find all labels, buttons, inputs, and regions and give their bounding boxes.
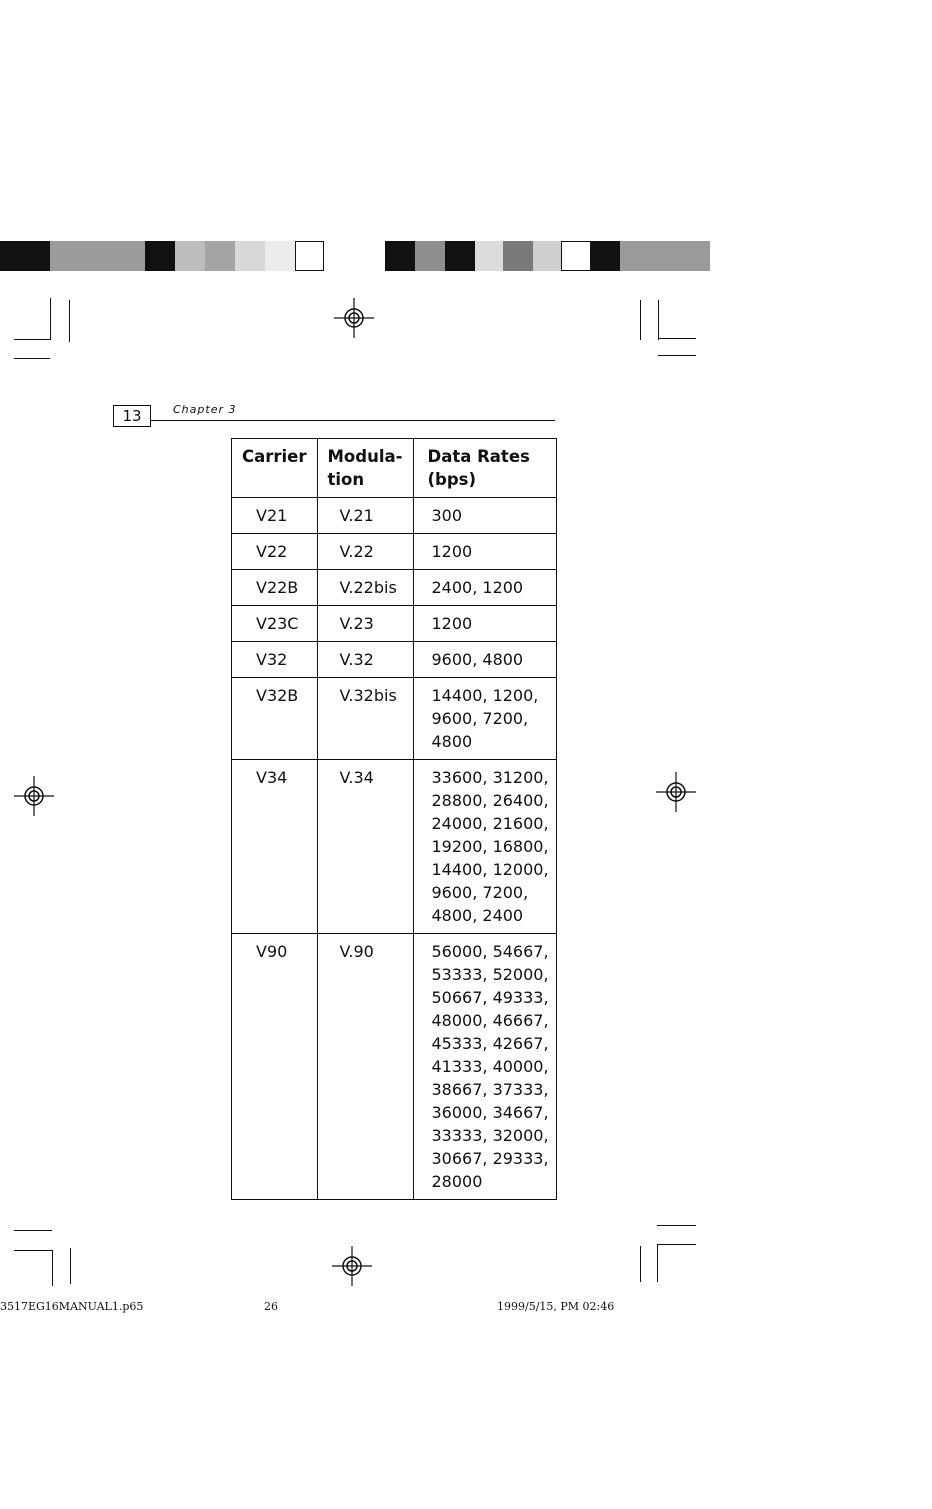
table-row bbox=[232, 642, 557, 678]
table-row bbox=[232, 934, 557, 1200]
crop-mark bbox=[50, 298, 51, 340]
carrier-cell: V90 bbox=[232, 934, 318, 1200]
data-rates-cell: 1200 bbox=[413, 606, 557, 642]
crop-mark bbox=[658, 300, 659, 340]
data-rates-cell: 2400, 1200 bbox=[413, 570, 557, 606]
footer-timestamp: 1999/5/15, PM 02:46 bbox=[497, 1300, 615, 1313]
carrier-cell: V22B bbox=[232, 570, 318, 606]
data-rates-cell: 56000, 54667, 53333, 52000, 50667, 49333, 48000, 46667, 45333, 42667, 41333, 40000, 38667, 37333, 36000, 34667, 33333, 32000, 30667, 29333, 28000 bbox=[413, 934, 557, 1200]
data-rates-cell: 300 bbox=[413, 498, 557, 534]
table-row bbox=[232, 534, 557, 570]
color-bar-left bbox=[0, 241, 324, 271]
modulation-table bbox=[231, 438, 557, 1200]
crop-mark bbox=[14, 358, 50, 359]
table-row bbox=[232, 760, 557, 934]
table-header-row bbox=[232, 439, 557, 498]
data-rates-cell: 33600, 31200, 28800, 26400, 24000, 21600, 19200, 16800, 14400, 12000, 9600, 7200, 4800, 2400 bbox=[413, 760, 557, 934]
crop-mark bbox=[14, 339, 50, 340]
header-rule bbox=[151, 420, 555, 421]
modulation-cell: V.23 bbox=[317, 606, 413, 642]
registration-target-icon bbox=[14, 776, 54, 816]
modulation-cell: V.21 bbox=[317, 498, 413, 534]
registration-target-icon bbox=[334, 298, 374, 338]
table-row bbox=[232, 498, 557, 534]
registration-target-icon bbox=[656, 772, 696, 812]
crop-mark bbox=[657, 1244, 658, 1282]
carrier-cell: V32 bbox=[232, 642, 318, 678]
data-rates-cell: 9600, 4800 bbox=[413, 642, 557, 678]
crop-mark bbox=[658, 338, 696, 339]
column-header-carrier: Carrier bbox=[232, 439, 318, 498]
crop-mark bbox=[640, 300, 641, 340]
data-rates-cell: 1200 bbox=[413, 534, 557, 570]
modulation-cell: V.22 bbox=[317, 534, 413, 570]
crop-mark bbox=[657, 1225, 696, 1226]
table-row bbox=[232, 606, 557, 642]
crop-mark bbox=[69, 300, 70, 342]
carrier-cell: V23C bbox=[232, 606, 318, 642]
crop-mark bbox=[640, 1246, 641, 1282]
crop-mark bbox=[52, 1250, 53, 1286]
registration-target-icon bbox=[332, 1246, 372, 1286]
modulation-cell: V.22bis bbox=[317, 570, 413, 606]
color-bar-right bbox=[385, 241, 710, 271]
modulation-cell: V.34 bbox=[317, 760, 413, 934]
modulation-cell: V.90 bbox=[317, 934, 413, 1200]
crop-mark bbox=[70, 1248, 71, 1284]
footer-file-name: 3517EG16MANUAL1.p65 bbox=[0, 1300, 144, 1313]
column-header-modulation: Modula- tion bbox=[317, 439, 413, 498]
crop-mark bbox=[14, 1250, 52, 1251]
footer-sheet-number: 26 bbox=[264, 1300, 278, 1313]
column-header-data-rates: Data Rates (bps) bbox=[413, 439, 557, 498]
crop-mark bbox=[14, 1230, 52, 1231]
chapter-label: Chapter 3 bbox=[173, 403, 237, 416]
carrier-cell: V34 bbox=[232, 760, 318, 934]
table-row bbox=[232, 570, 557, 606]
crop-mark bbox=[657, 1244, 696, 1245]
table-row bbox=[232, 678, 557, 760]
modulation-cell: V.32 bbox=[317, 642, 413, 678]
modulation-cell: V.32bis bbox=[317, 678, 413, 760]
data-rates-cell: 14400, 1200, 9600, 7200, 4800 bbox=[413, 678, 557, 760]
page-number: 13 bbox=[113, 405, 151, 427]
carrier-cell: V22 bbox=[232, 534, 318, 570]
carrier-cell: V21 bbox=[232, 498, 318, 534]
crop-mark bbox=[658, 355, 696, 356]
carrier-cell: V32B bbox=[232, 678, 318, 760]
